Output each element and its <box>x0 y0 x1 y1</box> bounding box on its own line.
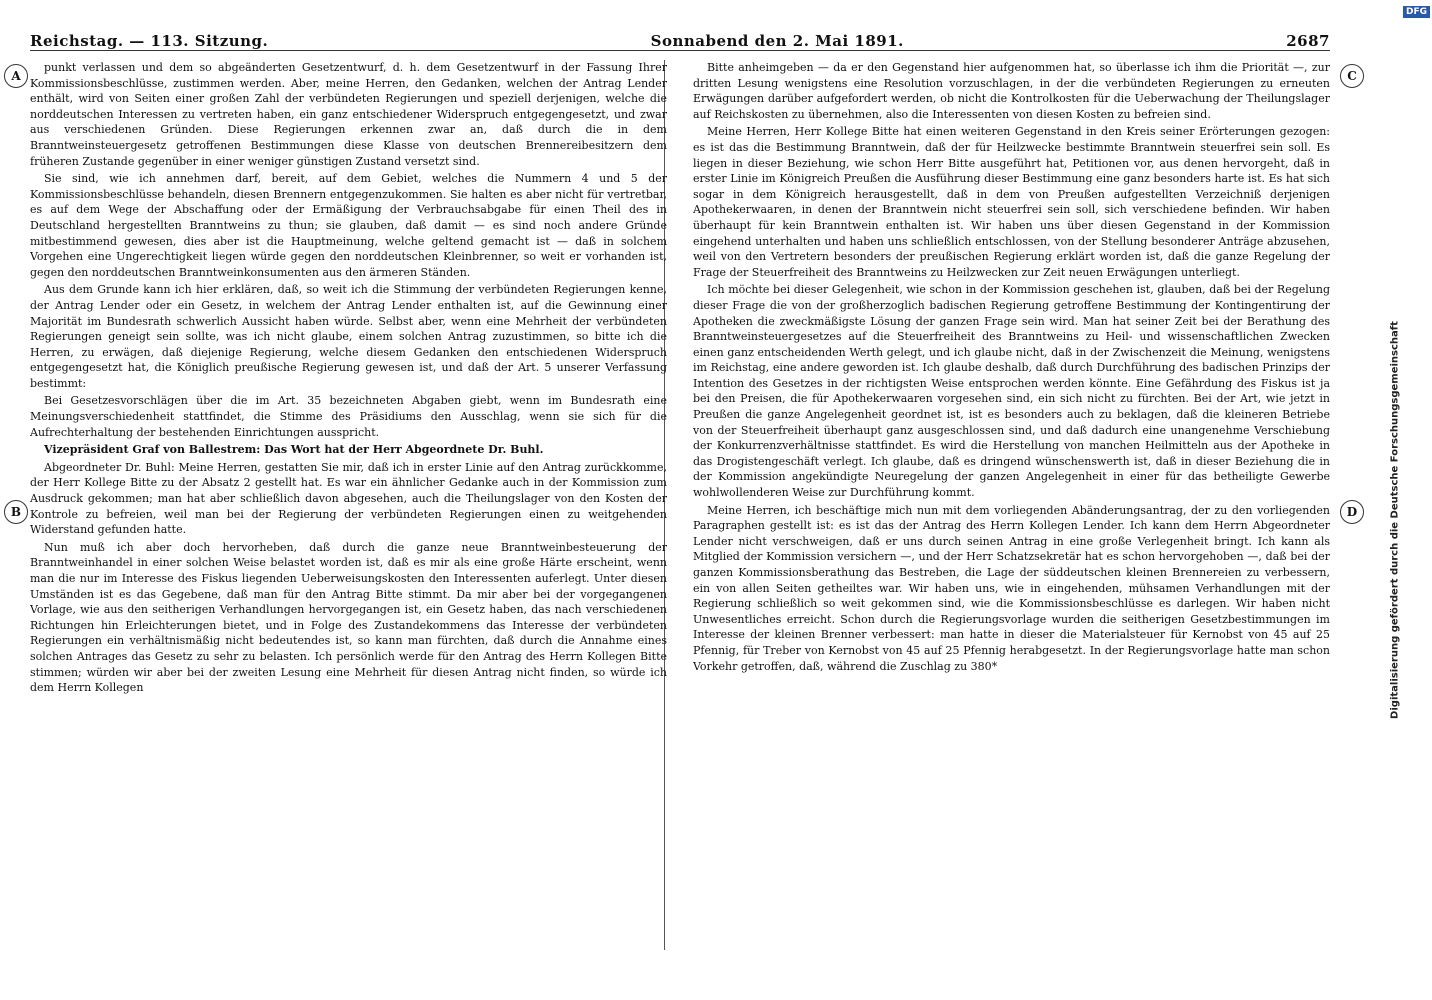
paragraph: Aus dem Grunde kann ich hier erklären, daß, so weit ich die Stimmung der verbündeten Regierungen kenne, der Antrag Lender oder ein Gesetz, in welchem der Antrag Lender enthalten ist, auf die Gewinnung einer Majorität im Bundesrath schwerlich Aussicht haben würde. Selbst aber, wenn eine Mehrheit der verbündeten Regierungen geneigt sein sollte, was ich nicht glaube, einem solchen Antrag zuzustimmen, so bitte ich die Herren, zu erwägen, daß diejenige Regierung, welche diesem Gedanken den entschiedenen Widerspruch entgegengesetzt hat, die Königlich preußische Regierung gewesen ist, und daß der Art. 5 unserer Verfassung bestimmt: <box>30 283 667 390</box>
credit-text: Digitalisierung gefördert durch die Deutsche Forschungsgemeinschaft <box>1389 321 1401 719</box>
paragraph: punkt verlassen und dem so abgeänderten Gesetzentwurf, d. h. dem Gesetzentwurf in der Fassung Ihrer Kommissionsbeschlüsse, zustimmen werden. Aber, meine Herren, den Gedanken, welchen der Antrag Lender enthält, wird von Seiten einer großen Zahl der verbündeten Regierungen und speziell derjenigen, welche die norddeutschen Interessen zu vertreten haben, ein ganz entschiedener Widerspruch entgegengesetzt, und zwar aus verschiedenen Gründen. Diese Regierungen erkennen zwar an, daß durch die in dem Branntweinsteuergesetz getroffenen Bestimmungen diese Klasse von deutschen Brennereibesitzern dem früheren Zustande gegenüber in einer weniger günstigen Zustand versetzt sind. <box>30 61 667 168</box>
speaker-paragraph: Vizepräsident Graf von Ballestrem: Das Wort hat der Herr Abgeordnete Dr. Buhl. <box>44 443 544 457</box>
paragraph: Abgeordneter Dr. Buhl: Meine Herren, gestatten Sie mir, daß ich in erster Linie auf den Antrag zurückkomme, der Herr Kollege Bitte zu der Absatz 2 gestellt hat. Es war ein ähnlicher Gedanke auch in der Kommission zum Ausdruck gekommen; man hat aber schließlich davon abgesehen, auch die Theilungslager von den Kosten der Kontrole zu befreien, weil man bei der Regierung der verbündeten Regierungen einen zu weitgehenden Widerstand gefunden hatte. <box>30 460 667 537</box>
margin-marker-d: D <box>1340 500 1364 524</box>
dfg-logo: DFG <box>1403 6 1430 18</box>
header-date: Sonnabend den 2. Mai 1891. <box>650 32 904 50</box>
margin-marker-c: C <box>1340 64 1364 88</box>
digitization-credit <box>1370 80 1420 960</box>
margin-marker-b: B <box>4 500 28 524</box>
paragraph: Ich möchte bei dieser Gelegenheit, wie schon in der Kommission geschehen ist, glauben, daß bei der Regelung dieser Frage die von der großherzoglich badischen Regierung getroffene Bestimmung der Kontingentirung der Apotheken die zweckmäßigste Lösung der ganzen Frage sein wird. Man hat seiner Zeit bei der Berathung des Branntweinsteuergesetzes auf die Steuerfreiheit des Branntweins zu Heil- und wissenschaftlichen Zwecken einen ganz entscheidenden Werth gelegt, und ich glaube nicht, daß in der Zwischenzeit die Meinung, wenigstens im Reichstag, eine andere geworden ist. Ich glaube deshalb, daß durch Durchführung des badischen Prinzips der Intention des Gesetzes in der richtigsten Weise entsprochen werden könnte. Eine Gefährdung des Fiskus ist ja bei den Preisen, die für Apothekerwaaren vorgesehen sind, ein sich nicht zu fürchten. Bei der Art, wie jetzt in Preußen die ganze Angelegenheit geordnet ist, ist es besonders auch zu beklagen, daß die kleineren Betriebe von der Steuerfreiheit überhaupt ganz ausgeschlossen sind, und daß dadurch eine unangenehme Verschiebung der Konkurrenzverhältnisse stattfindet. Es wird die Herstellung von manchen Heilmitteln aus der Apotheke in das Drogistengeschäft verlegt. Ich glaube, daß es dringend wünschenswerth ist, daß in dieser Beziehung die in der Kommission angekündigte Neuregelung der ganzen Angelegenheit in einer für das betheiligte Gewerbe wohlwollenderen Weise zur Durchführung kommt. <box>693 283 1330 500</box>
page-header <box>30 22 1330 51</box>
header-left: Reichstag. — 113. Sitzung. <box>30 32 269 50</box>
paragraph: Meine Herren, Herr Kollege Bitte hat einen weiteren Gegenstand in den Kreis seiner Erörterungen gezogen: es ist das die Bestimmung Branntwein, daß der für Heilzwecke bestimmte Branntwein steuerfrei sein soll. Es liegen in dieser Beziehung, wie schon Herr Bitte ausgeführt hat, Petitionen vor, aus denen hervorgeht, daß in erster Linie im Königreich Preußen die Ausführung dieser Bestimmung eine ganz besonders harte ist. Es hat sich sogar in dem Königreich herausgestellt, daß in dem von Preußen aufgestellten Verzeichniß derjenigen Apothekerwaaren, in denen der Branntwein nicht steuerfrei sein soll, sich verschiedene befinden. Wir haben überhaupt für kein Branntwein enthalten ist. Wir haben uns über diesen Gegenstand in der Kommission eingehend unterhalten und haben uns schließlich entschlossen, von der Stellung besonderer Anträge abzusehen, weil von den Vertretern besonders der preußischen Regierung erklärt worden ist, daß die ganze Regelung der Frage der Steuerfreiheit des Branntweins zu Heilzwecken zur Zeit neuen Erwägungen unterliegt. <box>693 125 1330 279</box>
paragraph: Sie sind, wie ich annehmen darf, bereit, auf dem Gebiet, welches die Nummern 4 und 5 der Kommissionsbeschlüsse behandeln, diesen Brennern entgegenzukommen. Sie halten es aber nicht für vertretbar, es auf dem Wege der Abschaffung oder der Ermäßigung der Verbrauchsabgabe für einen Theil des in Deutschland hergestellten Branntweins zu thun; sie glauben, daß damit — es sind noch andere Gründe mitbestimmend gewesen, dies aber ist die Hauptmeinung, welche geltend gemacht ist — daß in solchem Vorgehen eine Ungerechtigkeit liegen würde gegen den norddeutschen Kleinbrenner, so weit er vorhanden ist, gegen den norddeutschen Branntweinkonsumenten aus den ärmeren Ständen. <box>30 172 667 279</box>
paragraph: Bitte anheimgeben — da er den Gegenstand hier aufgenommen hat, so überlasse ich ihm die Priorität —, zur dritten Lesung wenigstens eine Resolution vorzuschlagen, in der die verbündeten Regierungen zu erneuten Erwägungen darüber aufgefordert werden, ob nicht die Kontrolkosten für die Ueberwachung der Theilungslager auf Reichskosten zu übernehmen, also die Interessenten von diesen Kosten zu befreien sind. <box>693 61 1330 121</box>
margin-marker-a: A <box>4 64 28 88</box>
paragraph: Meine Herren, ich beschäftige mich nun mit dem vorliegenden Abänderungsantrag, der zu den vorliegenden Paragraphen gestellt ist: es ist das der Antrag des Herrn Kollegen Lender. Ich kann dem Herrn Abgeordneter Lender nicht verschweigen, daß er uns durch seinen Antrag in eine große Verlegenheit bringt. Ich kann als Mitglied der Kommission versichern —, und der Herr Schatzsekretär hat es schon hervorgehoben —, daß bei der ganzen Kommissionsberathung das Bestreben, die Lage der süddeutschen kleinen Brennereien zu verbessern, ein von allen Seiten getheiltes war. Wir haben uns, wie in eingehenden, mühsamen Verhandlungen mit der Regierung schließlich so weit gekommen sind, wie die Kommissionsbeschlüsse es darlegen. Wir haben nicht Unwesentliches erreicht. Schon durch die Regierungsvorlage wurden die seitherigen Gesetzbestimmungen im Interesse der kleinen Brenner verbessert: man hatte in dieser die Materialsteuer für Kernobst von 45 auf 25 Pfennig, für Treber von Kernobst von 45 auf 25 Pfennig herabgesetzt. In der Regierungsvorlage hatte man schon Vorkehr getroffen, daß, während die Zuschlag zu 380* <box>693 503 1330 673</box>
text-columns <box>30 60 1330 960</box>
page-number: 2687 <box>1286 32 1330 50</box>
left-column <box>30 60 667 960</box>
paragraph: Bei Gesetzesvorschlägen über die im Art. 35 bezeichneten Abgaben giebt, wenn im Bundesrath eine Meinungsverschiedenheit stattfindet, die Stimme des Präsidiums den Ausschlag, wenn sie sich für die Aufrechterhaltung der bestehenden Einrichtungen ausspricht. <box>30 394 667 439</box>
paragraph: Nun muß ich aber doch hervorheben, daß durch die ganze neue Branntweinbesteuerung der Branntweinhandel in einer solchen Weise belastet worden ist, daß es mir als eine große Härte erscheint, wenn man die nur im Interesse des Fiskus liegenden Ueberweisungskosten den Interessenten auferlegt. Unter diesen Umständen ist es das Gegebene, daß man für den Antrag Bitte stimmt. Da mir aber bei der vorgegangenen Vorlage, wie aus den seitherigen Verhandlungen hervorgegangen ist, ein Gesetz haben, das nach verschiedenen Richtungen hin Erleichterungen bietet, und in Folge des Zustandekommens das Interesse der verbündeten Regierungen ein verhältnismäßig nicht bedeutendes ist, so kann man fürchten, daß durch die Annahme eines solchen Antrages das Gesetz zu sehr zu belasten. Ich persönlich werde für den Antrag des Herrn Kollegen Bitte stimmen; würden wir aber bei der zweiten Lesung eine Mehrheit für diesen Antrag nicht finden, so würde ich dem Herrn Kollegen <box>30 540 667 695</box>
right-column <box>693 60 1330 960</box>
